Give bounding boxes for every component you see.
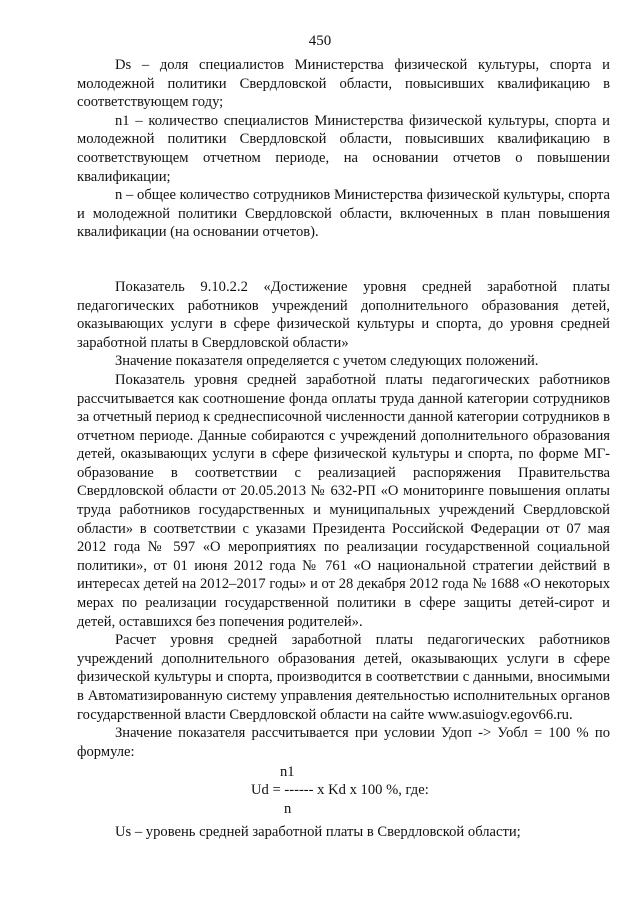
indicator-heading: Показатель 9.10.2.2 «Достижение уровня средней заработной платы педагогических работников учреждений дополнительного образования детей, оказывающих услуги в сфере физической культуры и спорта, до уровня средней заработной платы в Свердловской области» <box>77 278 610 351</box>
formula-block <box>77 763 610 819</box>
formula-numerator: n1 <box>280 764 295 781</box>
paragraph-spacer <box>77 260 610 278</box>
paragraph-ds-definition: Ds – доля специалистов Министерства физической культуры, спорта и молодежной политики Свердловской области, повысивших квалификацию в соответствующем году; <box>77 57 610 111</box>
paragraph-formula-condition: Значение показателя рассчитывается при условии Удоп -> Уобл = 100 % по формуле: <box>77 725 610 760</box>
paragraph-value-intro: Значение показателя определяется с учетом следующих положений. <box>115 353 539 370</box>
paragraph-n1-definition: n1 – количество специалистов Министерства физической культуры, спорта и молодежной политики Свердловской области, повысивших квалификацию в соответствующем отчетном периоде, на основании отчетов о повышении квалификации; <box>77 112 610 185</box>
paragraph-us-definition: Us – уровень средней заработной платы в Свердловской области; <box>115 824 521 841</box>
paragraph-calculation-source: Расчет уровня средней заработной платы педагогических работников учреждений дополнительного образования детей, оказывающих услуги в сфере физической культуры и спорта, производится в соответствии с данными, вносимыми в Автоматизированную систему управления деятельностью исполнительных органов государственной власти Свердловской области на сайте www.asuiogv.egov66.ru. <box>77 632 610 723</box>
paragraph-indicator-description: Показатель уровня средней заработной платы педагогических работников рассчитывается как соотношение фонда оплаты труда данной категории сотрудников за отчетный период к среднесписочной численности данной категории сотрудников в отчетном периоде. Данные собираются с учреждений дополнительного образования детей, оказывающих услуги в сфере физической культуры и спорта, по форме МГ-образование в соответствии с реализацией распоряжения Правительства Свердловской области от 20.05.2013 № 632-РП «О мониторинге повышения оплаты труда работников государственных и муниципальных учреждений Свердловской области» в соответствии с указами Президента Российской Федерации от 07 мая 2012 года № 597 «О мероприятиях по реализации государственной социальной политики», от 01 июня 2012 года № 761 «О национальной стратегии действий в интересах детей на 2012–2017 годы» и от 28 декабря 2012 года № 1688 «О некоторых мерах по реализации государственной политики в сфере защиты детей-сирот и детей, оставшихся без попечения родителей». <box>77 371 610 630</box>
paragraph-spacer <box>77 242 610 260</box>
paragraph-n-definition: n – общее количество сотрудников Министерства физической культуры, спорта и молодежной политики Свердловской области, включенных в план повышения квалификации (на основании отчетов). <box>77 187 610 241</box>
formula-denominator: n <box>284 801 292 818</box>
page-number: 450 <box>308 33 332 49</box>
document-body <box>77 56 610 842</box>
formula-main-line: Ud = ------ х Kd х 100 %, где: <box>251 782 429 799</box>
